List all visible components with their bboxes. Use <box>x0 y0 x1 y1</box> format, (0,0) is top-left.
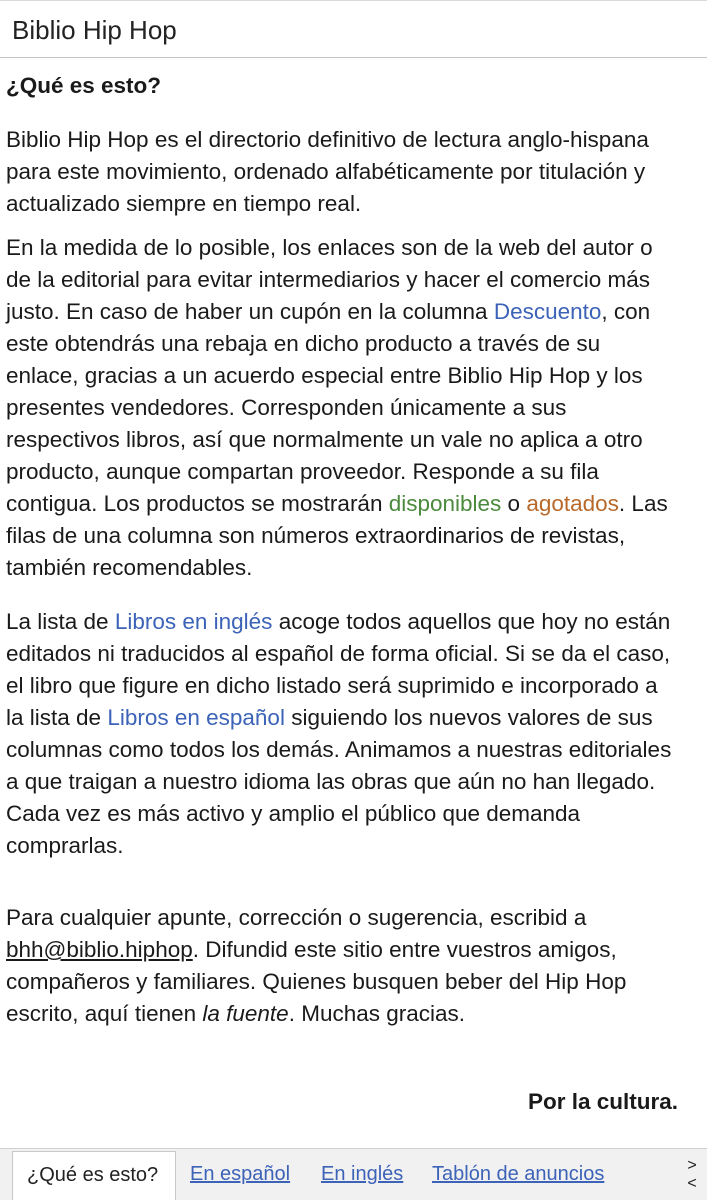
chevron-right-icon[interactable]: > <box>687 1157 697 1174</box>
paragraph-english-list <box>6 606 678 862</box>
paragraph-links-info <box>6 232 678 584</box>
sheet-tab-bar <box>0 1148 707 1200</box>
title-bar <box>0 0 707 58</box>
tab-que-es-esto[interactable]: ¿Qué es esto? <box>12 1151 176 1200</box>
paragraph-contact <box>6 902 678 1030</box>
disponibles-label: disponibles <box>388 491 502 516</box>
paragraph-intro: Biblio Hip Hop es el directorio definitivo de lectura anglo-hispana para este movimiento, ordenado alfabéticamente por titulación y actualizado siempre en tiempo real. <box>6 127 649 216</box>
text-segment: acoge todos aquellos que hoy no están editados ni traducidos al español de forma oficial. Si se da el caso, el libro que figure en dicho listado será suprimido e incorporado a la lista de <box>6 609 671 730</box>
text-segment: . Las filas de una columna son números extraordinarios de revistas, también recomendables. <box>6 491 668 580</box>
main-content <box>6 70 678 1042</box>
document-title: Biblio Hip Hop <box>12 15 177 45</box>
descuento-link[interactable]: Descuento <box>493 299 602 324</box>
tab-scroll-arrows <box>685 1157 699 1193</box>
chevron-left-icon[interactable]: < <box>687 1175 697 1192</box>
text-segment: Para cualquier apunte, corrección o sugerencia, escribid a <box>6 905 587 930</box>
tab-tablon-de-anuncios[interactable]: Tablón de anuncios <box>432 1163 605 1185</box>
text-segment: En la medida de lo posible, los enlaces son de la web del autor o de la editorial para evitar intermediarios y hacer el comercio más justo. En caso de haber un cupón en la columna <box>6 235 653 324</box>
libros-en-ingles-link[interactable]: Libros en inglés <box>114 609 273 634</box>
agotados-label: agotados <box>526 491 619 516</box>
text-segment: . Difundid este sitio entre vuestros amigos, compañeros y familiares. Quienes busquen beber del Hip Hop escrito, aquí tienen <box>6 937 627 1026</box>
section-heading: ¿Qué es esto? <box>6 73 162 98</box>
email-link[interactable]: bhh@biblio.hiphop <box>6 937 193 962</box>
text-segment: o <box>501 491 527 516</box>
libros-en-espanol-link[interactable]: Libros en español <box>107 705 285 730</box>
text-segment: siguiendo los nuevos valores de sus columnas como todos los demás. Animamos a nuestras editoriales a que traigan a nuestro idioma las obras que aún no han llegado. Cada vez es más activo y amplio el público que demanda comprarlas. <box>6 705 672 858</box>
text-segment: . Muchas gracias. <box>288 1001 466 1026</box>
text-segment: , con este obtendrás una rebaja en dicho producto a través de su enlace, gracias a un acuerdo especial entre Biblio Hip Hop y los presentes vendedores. Corresponden únicamente a sus respectivos libros, así que normalmente un vale no aplica a otro producto, aunque compartan proveedor. Responde a su fila contigua. Los productos se mostrarán <box>6 299 651 516</box>
tab-en-ingles[interactable]: En inglés <box>321 1163 404 1185</box>
text-segment: La lista de <box>6 609 115 634</box>
italic-text: la fuente <box>202 1001 289 1026</box>
signoff-text: Por la cultura. <box>527 1089 678 1114</box>
tab-en-espanol[interactable]: En español <box>190 1163 291 1185</box>
